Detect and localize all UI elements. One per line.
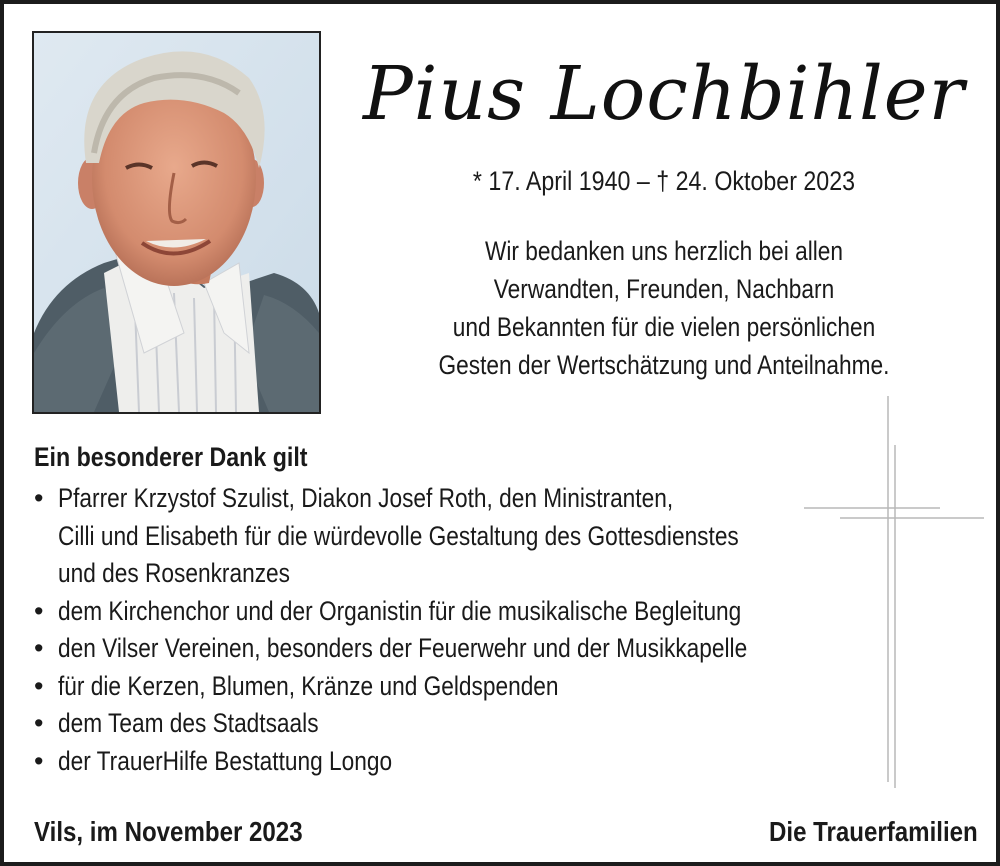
cross-icon xyxy=(800,390,990,790)
portrait-photo xyxy=(32,31,321,414)
bullet: • xyxy=(34,708,44,738)
bullet: • xyxy=(34,670,44,701)
list-item-continuation xyxy=(34,518,934,556)
list-item-text: dem Team des Stadtsaals xyxy=(58,708,319,738)
list-item-continuation xyxy=(34,555,934,593)
list-item xyxy=(34,630,934,668)
list-item xyxy=(34,705,934,743)
thanks-line: Wir bedanken uns herzlich bei allen xyxy=(484,236,844,266)
special-thanks-list xyxy=(34,480,934,780)
portrait-image xyxy=(34,33,319,412)
signature: Die Trauerfamilien xyxy=(769,816,978,847)
thanks-line: Gesten der Wertschätzung und Anteilnahme. xyxy=(438,350,890,380)
deceased-name: Pius Lochbihler xyxy=(363,51,965,137)
thanks-paragraph xyxy=(334,232,994,384)
list-item-text: Pfarrer Krzystof Szulist, Diakon Josef Roth, den Ministranten, xyxy=(58,483,674,513)
bullet: • xyxy=(34,633,44,663)
list-item-text: dem Kirchenchor und der Organistin für die musikalische Begleitung xyxy=(58,595,742,626)
place-and-date: Vils, im November 2023 xyxy=(34,816,303,847)
thanks-line: und Bekannten für die vielen persönlichen xyxy=(452,312,876,342)
list-item xyxy=(34,743,934,781)
list-item xyxy=(34,668,934,706)
bullet: • xyxy=(34,483,44,513)
list-item-text: den Vilser Vereinen, besonders der Feuerwehr und der Musikkapelle xyxy=(58,633,748,663)
bullet: • xyxy=(34,595,44,626)
list-item-text: Cilli und Elisabeth für die würdevolle Gestaltung des Gottesdienstes xyxy=(58,520,739,551)
list-item xyxy=(34,593,934,631)
list-item-text: der TrauerHilfe Bestattung Longo xyxy=(58,745,393,776)
list-item-text: für die Kerzen, Blumen, Kränze und Geldspenden xyxy=(58,670,559,701)
life-dates: * 17. April 1940 – † 24. Oktober 2023 xyxy=(472,166,856,196)
special-thanks-heading: Ein besonderer Dank gilt xyxy=(34,442,308,472)
list-item-text: und des Rosenkranzes xyxy=(58,558,290,588)
thanks-line: Verwandten, Freunden, Nachbarn xyxy=(493,274,835,304)
list-item xyxy=(34,480,934,518)
bullet: • xyxy=(34,745,44,776)
